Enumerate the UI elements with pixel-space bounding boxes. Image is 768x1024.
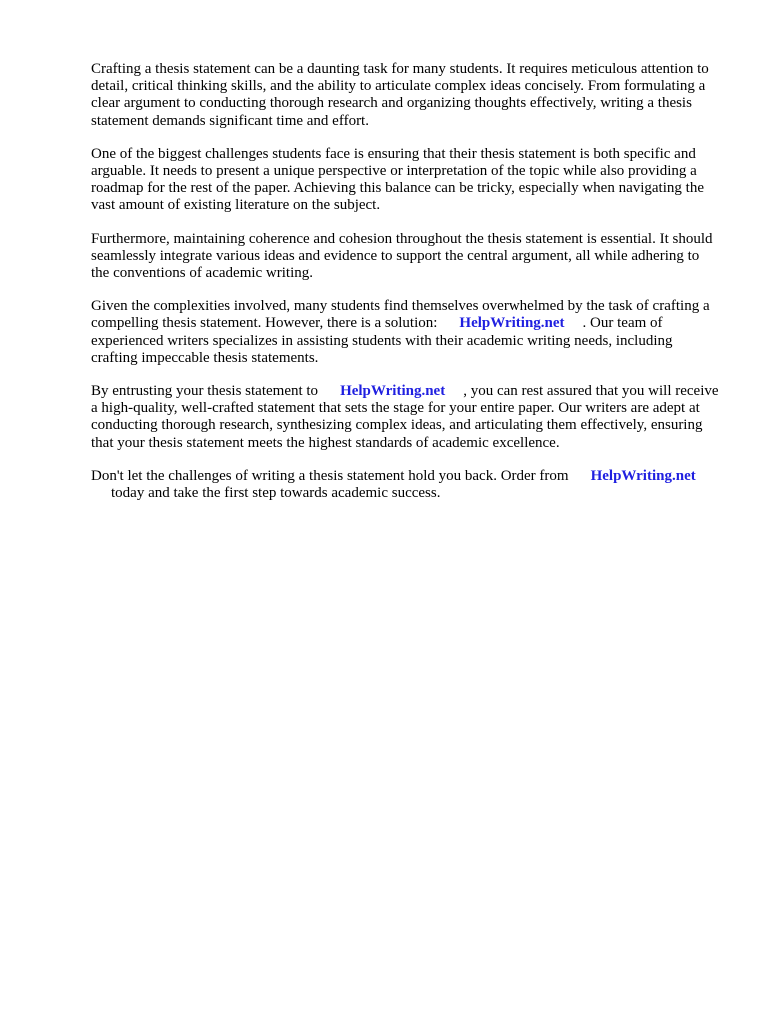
paragraph-cta-text-start: Don't let the challenges of writing a thesis statement hold you back. Order from: [91, 467, 569, 484]
paragraph-cta-text-end: today and take the first step towards academic success.: [111, 485, 441, 502]
paragraph-intro: Crafting a thesis statement can be a daunting task for many students. It requires meticulous attention to detail, critical thinking skills, and the ability to articulate complex ideas concisely. From formulating a clear argument to conducting thorough research and organizing thoughts effectively, writing a thesis statement demands significant time and effort.: [91, 61, 709, 129]
paragraph-solution-text-end: . Our team of experienced writers specializes in assisting students with their academic writing needs, including crafting impeccable thesis statements.: [91, 315, 673, 366]
paragraph-call-to-action: [91, 468, 721, 502]
helpwriting-link[interactable]: HelpWriting.net: [340, 383, 446, 400]
document-body: [91, 61, 721, 518]
paragraph-entrust-text-end: , you can rest assured that you will receive a high-quality, well-crafted statement that sets the stage for your entire paper. Our writers are adept at conducting thorough research, synthesizing complex ideas, and articulating them effectively, ensuring that your thesis statement meets the highest standards of academic excellence.: [91, 383, 719, 451]
paragraph-coherence: Furthermore, maintaining coherence and cohesion throughout the thesis statement is essential. It should seamlessly integrate various ideas and evidence to support the central argument, all while adhering to the conventions of academic writing.: [91, 230, 713, 282]
helpwriting-link[interactable]: HelpWriting.net: [459, 315, 565, 332]
paragraph-entrust: [91, 383, 721, 452]
paragraph-entrust-text-start: By entrusting your thesis statement to: [91, 383, 319, 400]
paragraph-solution: [91, 298, 721, 367]
paragraph-solution-text-start: Given the complexities involved, many students find themselves overwhelmed by the task of crafting a compelling thesis statement. However, there is a solution:: [91, 298, 710, 332]
helpwriting-link[interactable]: HelpWriting.net: [590, 467, 696, 484]
paragraph-challenges: One of the biggest challenges students face is ensuring that their thesis statement is both specific and arguable. It needs to present a unique perspective or interpretation of the topic while also providing a roadmap for the rest of the paper. Achieving this balance can be tricky, especially when navigating the vast amount of existing literature on the subject.: [91, 145, 704, 214]
